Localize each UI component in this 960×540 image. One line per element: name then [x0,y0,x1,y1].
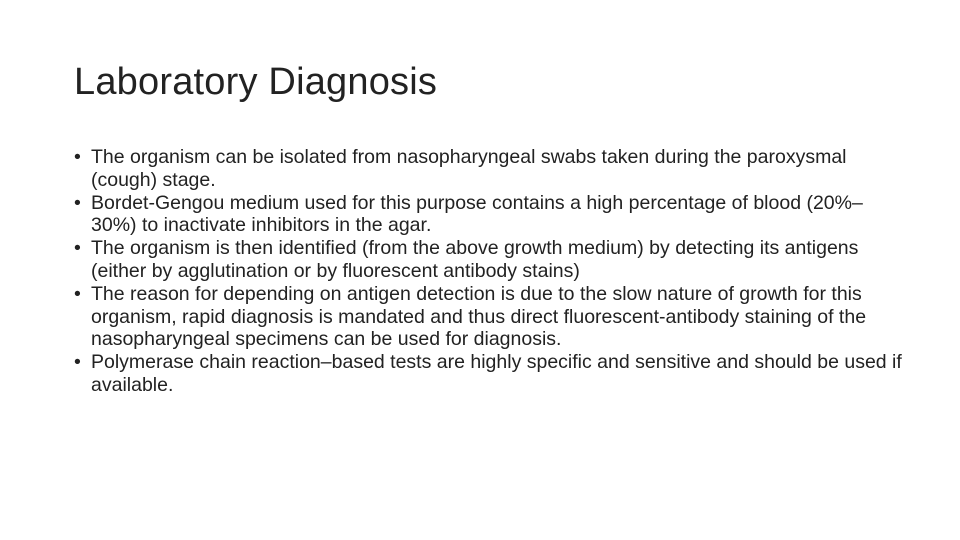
bullet-dot-icon: • [74,351,81,374]
bullet-list [74,146,904,397]
bullet-text: Bordet-Gengou medium used for this purpose contains a high percentage of blood (20%–30%) to inactivate inhibitors in the agar. [91,191,863,237]
slide-title: Laboratory Diagnosis [74,61,438,103]
bullet-text: Polymerase chain reaction–based tests are highly specific and sensitive and should be used if available. [91,351,902,396]
bullet-dot-icon: • [74,146,81,168]
bullet-item [74,237,904,283]
bullet-item [74,351,904,397]
bullet-text: The organism can be isolated from nasopharyngeal swabs taken during the paroxysmal (cough) stage. [91,146,847,191]
bullet-text: The organism is then identified (from the above growth medium) by detecting its antigens (either by agglutination or by fluorescent antibody stains) [91,237,859,282]
bullet-text: The reason for depending on antigen detection is due to the slow nature of growth for this organism, rapid diagnosis is mandated and thus direct fluorescent-antibody staining of the nasopharyngeal specimens can be used for diagnosis. [91,282,867,351]
bullet-item [74,283,904,351]
bullet-dot-icon: • [74,237,81,260]
bullet-item [74,146,904,192]
bullet-item [74,192,904,238]
bullet-dot-icon: • [74,191,81,214]
bullet-dot-icon: • [74,282,81,305]
